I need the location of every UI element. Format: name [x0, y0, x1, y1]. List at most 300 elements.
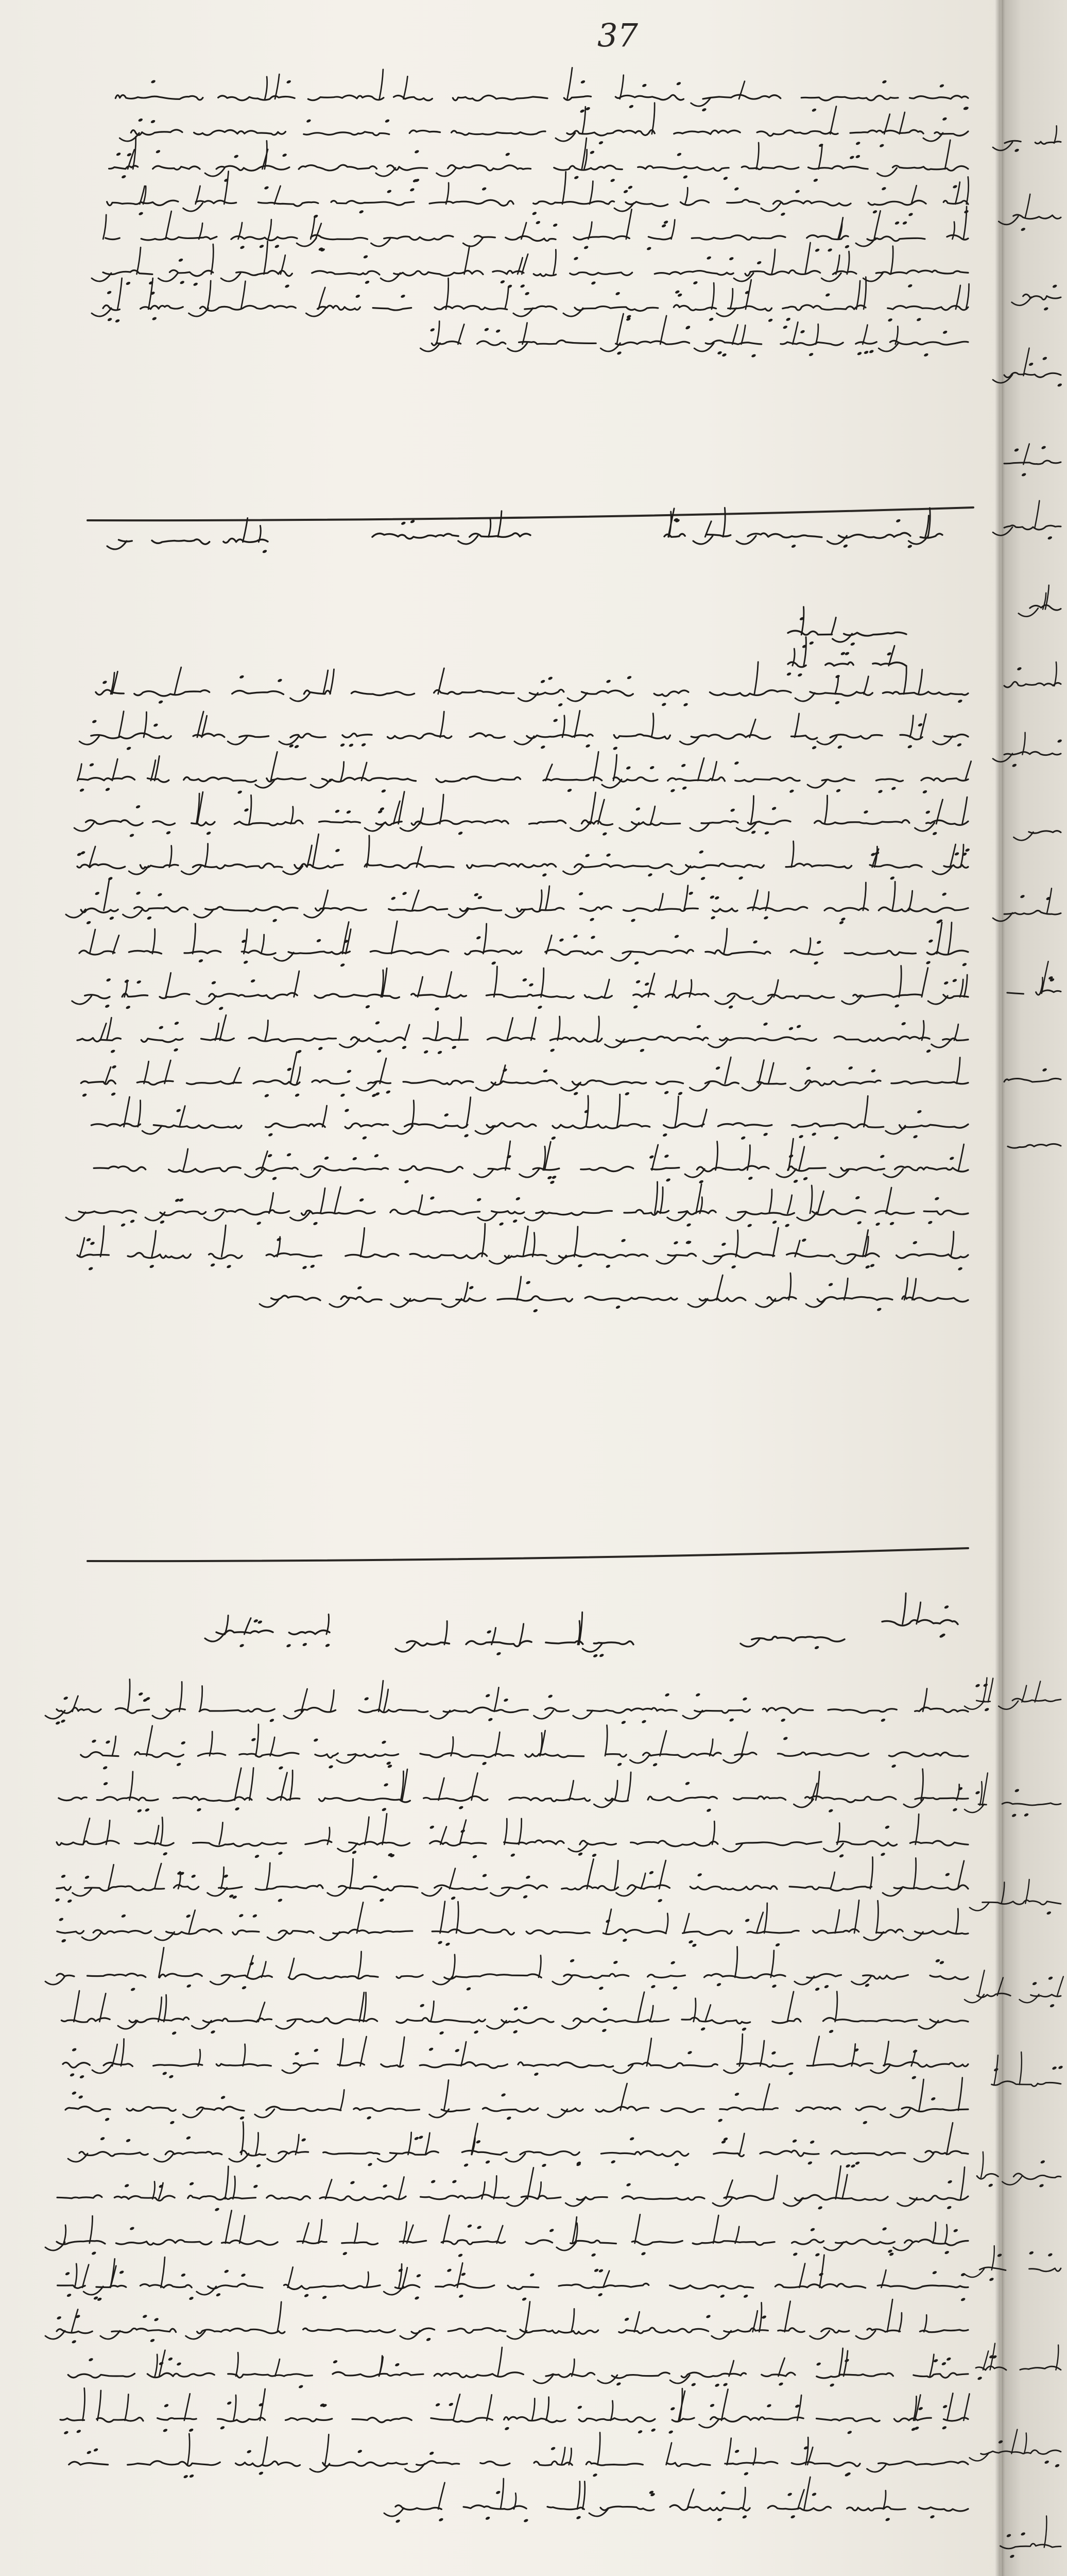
- letter-tail: [727, 1212, 746, 1221]
- letter-dot: [917, 1110, 922, 1114]
- letter-tail: [667, 1212, 687, 1221]
- letter-dot: [342, 2251, 348, 2256]
- letter-dot: [583, 245, 589, 250]
- letter-dot: [239, 245, 245, 250]
- letter-dot: [364, 1697, 369, 1701]
- letter-dot: [786, 317, 791, 322]
- word-stroke: [312, 1080, 349, 1084]
- letter-dot: [152, 316, 157, 321]
- letter-dot: [513, 2030, 518, 2035]
- letter-tail: [458, 536, 478, 544]
- letter-riser: [360, 1228, 365, 1257]
- word-stroke: [519, 341, 596, 344]
- letter-riser: [243, 2044, 245, 2066]
- word-stroke: [832, 2151, 905, 2155]
- letter-riser: [420, 808, 423, 824]
- letter-riser: [224, 172, 229, 205]
- letter-dot: [416, 2274, 421, 2278]
- letter-tail: [276, 2021, 296, 2029]
- letter-dot: [318, 1046, 323, 1051]
- letter-tail: [582, 1643, 602, 1652]
- letter-riser: [226, 2211, 232, 2244]
- letter-dot: [84, 1875, 90, 1880]
- word-stroke: [228, 2374, 313, 2378]
- letter-riser: [408, 2132, 411, 2155]
- word-stroke: [266, 1253, 321, 1257]
- letter-dot: [426, 2337, 431, 2342]
- letter-dot: [87, 2450, 92, 2455]
- letter-dot: [714, 896, 719, 901]
- letter-riser: [952, 222, 954, 239]
- word-stroke: [805, 1796, 896, 1802]
- word-stroke: [114, 2196, 175, 2201]
- letter-riser: [90, 929, 95, 954]
- letter-riser: [605, 1725, 607, 1756]
- word-stroke: [992, 2081, 1061, 2087]
- letter-riser: [187, 2434, 190, 2465]
- letter-dot: [790, 2515, 796, 2519]
- letter-dot: [721, 1242, 726, 1247]
- letter-riser: [112, 759, 117, 781]
- word-stroke: [850, 130, 923, 133]
- word-stroke: [115, 95, 203, 99]
- letter-riser: [960, 844, 963, 867]
- letter-dot: [742, 1697, 747, 1701]
- word-stroke: [480, 2462, 510, 2466]
- letter-riser: [489, 519, 491, 537]
- letter-dot: [313, 1738, 318, 1742]
- word-stroke: [947, 235, 968, 240]
- letter-dot: [678, 1091, 683, 1096]
- letter-dot: [1021, 472, 1026, 477]
- letter-tail: [790, 1082, 810, 1091]
- word-stroke: [424, 1797, 488, 1801]
- letter-dot: [1042, 1067, 1047, 1072]
- letter-dot: [1048, 1976, 1053, 1980]
- letter-dot: [220, 2095, 226, 2100]
- letter-dot: [882, 80, 887, 84]
- letter-dot: [932, 2270, 937, 2275]
- letter-dot: [476, 2140, 481, 2144]
- letter-dot: [846, 2164, 851, 2168]
- letter-dot: [715, 1066, 720, 1071]
- letter-tail: [571, 823, 590, 831]
- letter-riser: [412, 890, 419, 910]
- letter-dot: [791, 544, 796, 549]
- letter-riser: [746, 280, 751, 309]
- letter-dot: [126, 281, 131, 286]
- word-stroke: [664, 534, 685, 537]
- word-stroke: [430, 1841, 486, 1845]
- letter-dot: [79, 2075, 84, 2079]
- letter-tail: [914, 2154, 934, 2162]
- letter-riser: [320, 1188, 325, 1213]
- letter-tail: [297, 238, 316, 246]
- word-stroke: [525, 306, 557, 309]
- letter-dot: [466, 1987, 471, 1991]
- letter-dot: [863, 2121, 868, 2125]
- letter-riser: [275, 2359, 280, 2376]
- letter-dot: [86, 1238, 91, 1242]
- letter-tail: [371, 238, 391, 246]
- letter-dot: [316, 939, 321, 943]
- letter-dot: [386, 1090, 391, 1094]
- word-stroke: [788, 1166, 825, 1171]
- word-stroke: [768, 2506, 831, 2511]
- letter-tail: [506, 909, 525, 918]
- letter-dot: [830, 2383, 835, 2387]
- word-stroke: [889, 1752, 968, 1756]
- letter-tail: [886, 1126, 905, 1134]
- letter-dot: [55, 1721, 60, 1725]
- letter-riser: [732, 325, 737, 344]
- letter-dot: [598, 141, 604, 145]
- letter-dot: [813, 178, 818, 183]
- letter-riser: [249, 795, 252, 824]
- letter-dot: [788, 2071, 794, 2076]
- letter-tail: [715, 996, 735, 1004]
- word-stroke: [805, 1080, 881, 1086]
- letter-dot: [251, 1737, 256, 1742]
- letter-dot: [541, 2163, 546, 2168]
- letter-tail: [73, 1888, 92, 1896]
- letter-riser: [727, 2438, 731, 2465]
- letter-dot: [533, 1309, 538, 1313]
- letter-dot: [352, 1157, 357, 1161]
- letter-dot: [677, 293, 682, 298]
- letter-dot: [294, 744, 299, 749]
- letter-dot: [474, 892, 479, 897]
- word-stroke: [720, 1037, 817, 1041]
- word-stroke: [713, 908, 737, 911]
- letter-dot: [623, 190, 628, 194]
- word-stroke: [714, 1253, 775, 1258]
- word-stroke: [373, 308, 411, 311]
- letter-dot: [720, 2490, 726, 2495]
- word-stroke: [920, 2330, 968, 2332]
- letter-riser: [946, 2123, 953, 2155]
- letter-dot: [484, 327, 489, 332]
- letter-riser: [864, 277, 866, 309]
- word-stroke: [315, 994, 399, 998]
- letter-riser: [211, 244, 213, 274]
- letter-dot: [688, 1940, 693, 1944]
- letter-dot: [382, 2184, 387, 2189]
- letter-dot: [710, 895, 715, 900]
- letter-riser: [531, 1018, 536, 1040]
- letter-dot: [664, 1090, 669, 1095]
- word-stroke: [807, 1974, 841, 1978]
- letter-dot: [181, 2273, 186, 2278]
- letter-riser: [687, 2489, 694, 2510]
- letter-dot: [485, 1693, 490, 1698]
- letter-riser: [760, 2041, 764, 2066]
- letter-riser: [675, 1096, 679, 1127]
- letter-riser: [175, 667, 181, 694]
- letter-dot: [573, 257, 578, 261]
- letter-dot: [957, 743, 962, 748]
- letter-riser: [569, 2448, 572, 2465]
- word-stroke: [323, 2152, 380, 2154]
- letter-dot: [138, 211, 143, 216]
- letter-dot: [812, 2492, 817, 2497]
- letter-tail: [400, 2331, 420, 2339]
- word-stroke: [222, 2241, 278, 2245]
- letter-dot: [344, 1108, 349, 1113]
- letter-riser: [391, 921, 397, 954]
- word-stroke: [397, 2018, 485, 2023]
- letter-dot: [812, 108, 817, 112]
- letter-riser: [963, 2394, 969, 2420]
- letter-riser: [1011, 2430, 1017, 2454]
- word-stroke: [748, 907, 807, 911]
- letter-dot: [512, 1219, 518, 1224]
- letter-riser: [340, 2090, 344, 2110]
- letter-dot: [522, 978, 527, 982]
- letter-dot: [239, 675, 244, 680]
- letter-riser: [650, 2006, 653, 2022]
- letter-riser: [1024, 2433, 1026, 2453]
- letter-dot: [625, 1092, 630, 1096]
- word-stroke: [821, 2328, 849, 2333]
- letter-dot: [59, 1917, 64, 1922]
- letter-riser: [988, 1679, 993, 1702]
- word-stroke: [411, 2328, 435, 2333]
- letter-riser: [233, 2395, 236, 2420]
- letter-dot: [728, 1005, 733, 1009]
- letter-dot: [705, 2314, 711, 2319]
- word-stroke: [452, 131, 546, 135]
- word-stroke: [607, 1754, 626, 1757]
- letter-dot: [513, 2007, 519, 2011]
- word-stroke: [581, 1166, 633, 1171]
- word-stroke: [670, 2285, 753, 2289]
- letter-riser: [274, 186, 281, 204]
- letter-riser: [440, 794, 443, 824]
- letter-riser: [945, 2225, 947, 2243]
- word-stroke: [134, 690, 210, 696]
- word-stroke: [748, 820, 790, 824]
- word-stroke: [258, 202, 318, 206]
- word-stroke: [701, 821, 738, 823]
- letter-riser: [666, 2443, 672, 2465]
- letter-dot: [110, 1049, 115, 1054]
- word-stroke: [706, 535, 731, 536]
- letter-dot: [445, 1942, 450, 1947]
- letter-riser: [572, 2359, 574, 2376]
- letter-riser: [166, 973, 171, 997]
- letter-tail: [400, 823, 420, 831]
- letter-dot: [294, 2052, 299, 2056]
- letter-dot: [418, 2135, 423, 2140]
- letter-dot: [952, 184, 957, 189]
- word-stroke: [601, 2151, 689, 2156]
- letter-dot: [252, 1914, 257, 1919]
- letter-dot: [528, 982, 534, 987]
- word-stroke: [525, 1754, 584, 1757]
- word-stroke: [914, 2373, 968, 2378]
- letter-dot: [239, 2116, 245, 2121]
- letter-dot: [149, 1264, 154, 1269]
- word-stroke: [545, 1708, 569, 1711]
- letter-dot: [763, 1022, 768, 1027]
- letter-dot: [458, 831, 463, 836]
- letter-riser: [756, 143, 759, 169]
- letter-riser: [418, 977, 423, 997]
- letter-dot: [689, 891, 694, 896]
- letter-dot: [357, 1285, 362, 1290]
- word-stroke: [314, 1166, 388, 1171]
- letter-dot: [298, 2384, 303, 2389]
- letter-riser: [956, 285, 960, 309]
- letter-dot: [171, 2031, 177, 2036]
- letter-dot: [918, 2406, 923, 2411]
- letter-dot: [159, 1025, 164, 1030]
- letter-tail: [871, 2065, 890, 2073]
- word-stroke: [728, 993, 753, 999]
- letter-dot: [661, 702, 666, 707]
- letter-tail: [508, 343, 527, 351]
- letter-riser: [831, 1872, 835, 1889]
- letter-dot: [102, 680, 107, 685]
- word-stroke: [594, 1641, 633, 1645]
- letter-riser: [358, 1952, 362, 1977]
- letter-riser: [138, 1100, 141, 1127]
- word-stroke: [633, 993, 655, 997]
- letter-riser: [82, 2388, 84, 2420]
- letter-riser: [773, 1228, 779, 1257]
- word-stroke: [897, 1254, 968, 1258]
- word-stroke: [115, 1708, 149, 1713]
- letter-dot: [550, 2446, 556, 2451]
- word-stroke: [97, 1797, 158, 1801]
- letter-riser: [487, 2395, 492, 2420]
- letter-dot: [796, 1024, 801, 1029]
- letter-riser: [835, 1992, 837, 2022]
- letter-dot: [66, 2293, 72, 2298]
- letter-riser: [558, 1016, 560, 1040]
- letter-dot: [130, 1987, 135, 1992]
- letter-riser: [354, 2223, 358, 2243]
- letter-dot: [635, 979, 641, 984]
- letter-riser: [152, 929, 155, 954]
- letter-dot: [723, 176, 728, 181]
- letter-dot: [439, 2031, 444, 2036]
- letter-dot: [391, 896, 396, 901]
- letter-dot: [800, 330, 805, 334]
- letter-riser: [979, 1970, 985, 1995]
- word-stroke: [349, 1842, 410, 1845]
- letter-riser: [360, 2037, 367, 2066]
- word-stroke: [674, 305, 716, 310]
- letter-dot: [119, 2270, 124, 2275]
- word-stroke: [801, 96, 898, 100]
- letter-riser: [378, 1681, 383, 1711]
- letter-tail: [893, 2242, 913, 2250]
- letter-riser: [108, 1865, 113, 1889]
- letter-dot: [402, 891, 407, 896]
- word-stroke: [140, 865, 178, 869]
- letter-riser: [804, 2477, 811, 2509]
- word-stroke: [488, 1168, 510, 1170]
- letter-dot: [640, 1048, 645, 1053]
- letter-riser: [494, 1687, 499, 1711]
- letter-dot: [301, 2138, 306, 2142]
- word-stroke: [107, 200, 178, 206]
- letter-riser: [154, 1863, 161, 1889]
- letter-dot: [88, 2358, 93, 2362]
- word-stroke: [520, 2151, 579, 2156]
- letter-dot: [359, 210, 364, 214]
- letter-dot: [810, 2227, 815, 2232]
- letter-riser: [772, 249, 776, 274]
- letter-riser: [590, 181, 593, 204]
- word-stroke: [683, 1931, 732, 1935]
- letter-tail: [965, 2269, 984, 2277]
- letter-riser: [759, 2302, 762, 2332]
- letter-riser: [267, 1863, 270, 1889]
- word-stroke: [837, 1841, 897, 1845]
- letter-dot: [253, 2184, 258, 2189]
- letter-dot: [880, 1154, 885, 1159]
- letter-riser: [958, 1144, 963, 1170]
- word-stroke: [216, 166, 289, 171]
- letter-riser: [617, 1094, 619, 1127]
- letter-riser: [582, 2481, 585, 2509]
- word-stroke: [77, 864, 125, 868]
- word-stroke: [1035, 142, 1061, 144]
- letter-riser: [124, 1097, 130, 1127]
- letter-dot: [865, 1265, 870, 1269]
- word-stroke: [129, 951, 161, 954]
- letter-dot: [789, 789, 794, 793]
- letter-riser: [464, 1282, 468, 1300]
- letter-dot: [975, 1790, 980, 1795]
- word-stroke: [624, 1210, 669, 1215]
- word-stroke: [60, 2418, 84, 2420]
- word-stroke: [127, 2107, 176, 2111]
- letter-dot: [594, 2268, 599, 2273]
- letter-dot: [729, 1718, 734, 1722]
- letter-dot: [135, 891, 141, 895]
- letter-dot: [1006, 2533, 1011, 2538]
- letter-dot: [621, 1720, 626, 1725]
- word-stroke: [791, 2462, 860, 2466]
- letter-dot: [701, 108, 707, 112]
- letter-tail: [158, 273, 178, 281]
- letter-tail: [337, 1755, 356, 1763]
- letter-dot: [240, 2273, 246, 2278]
- letter-dot: [189, 2181, 194, 2186]
- word-stroke: [894, 2418, 931, 2421]
- letter-riser: [90, 2216, 93, 2243]
- letter-riser: [572, 2309, 575, 2332]
- letter-dot: [828, 1282, 833, 1287]
- letter-dot: [365, 1005, 370, 1009]
- word-stroke: [184, 951, 221, 953]
- letter-riser: [439, 1778, 444, 1800]
- letter-riser: [818, 145, 822, 169]
- word-stroke: [57, 1841, 119, 1845]
- letter-dot: [778, 2382, 783, 2386]
- letter-riser: [805, 2437, 808, 2465]
- word-stroke: [767, 1297, 796, 1301]
- letter-dot: [272, 918, 277, 923]
- letter-riser: [507, 1018, 513, 1041]
- letter-riser: [1044, 2516, 1047, 2547]
- letter-dot: [72, 2047, 77, 2052]
- letter-riser: [1002, 1882, 1005, 1903]
